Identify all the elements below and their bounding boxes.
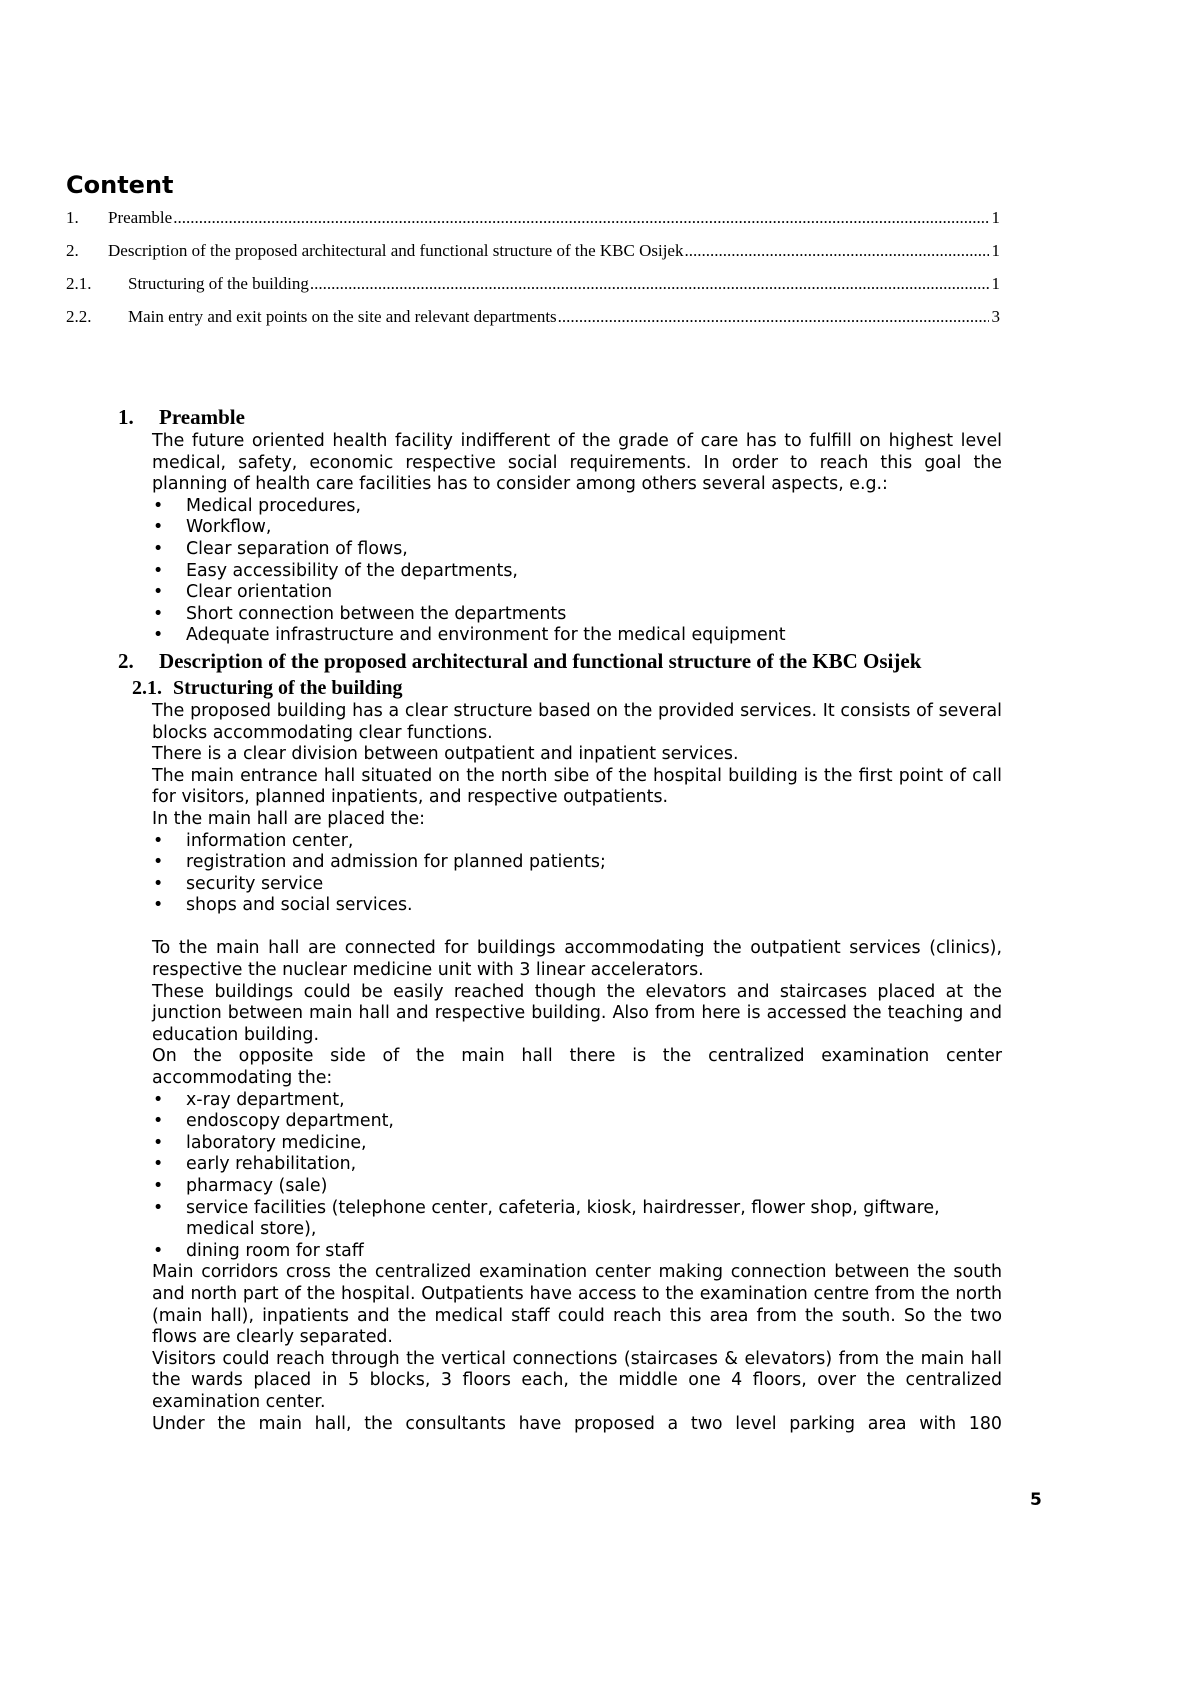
list-item	[153, 830, 1002, 853]
bullet-icon: •	[153, 1176, 164, 1196]
list-item	[153, 1197, 1002, 1241]
bullet-icon: •	[153, 1089, 164, 1110]
list-item-text: Clear orientation	[186, 582, 333, 603]
list-item	[153, 1176, 1002, 1198]
list-item	[153, 560, 1002, 583]
bullet-icon: •	[153, 603, 164, 624]
list-item-text: Workflow,	[186, 517, 272, 538]
toc-entry-number: 2.1.	[66, 274, 92, 293]
toc-entry-title: Description of the proposed architectural and functional structure of the KBC Osijek	[108, 241, 684, 260]
table-of-contents	[66, 203, 1000, 335]
bullet-icon: •	[153, 1154, 164, 1175]
paragraph: In the main hall are placed the:	[152, 808, 426, 829]
bullet-icon: •	[153, 582, 164, 603]
toc-entry-number: 1.	[66, 208, 79, 227]
list-item-text: endoscopy department,	[186, 1111, 394, 1132]
paragraph: The proposed building has a clear structure based on the provided services. It consists of several blocks accommodating clear functions.	[152, 700, 1002, 743]
toc-entry-title: Structuring of the building	[128, 274, 309, 293]
toc-entry[interactable]	[66, 203, 1000, 236]
bullet-icon: •	[153, 1197, 164, 1218]
bullet-list	[0, 831, 1100, 917]
section-number: 2.	[118, 648, 134, 673]
toc-entry-page: 3	[991, 307, 1000, 326]
list-item-text: registration and admission for planned patients;	[186, 852, 606, 873]
section-heading-description	[0, 647, 1100, 675]
toc-title: Content	[66, 171, 174, 199]
paragraph: These buildings could be easily reached though the elevators and staircases placed at the junction between main hall and respective building. Also from here is accessed the teaching and education building.	[152, 981, 1002, 1045]
bullet-icon: •	[153, 852, 164, 873]
paragraph: Main corridors cross the centralized examination center making connection between the south and north part of the hospital. Outpatients have access to the examination centre from the north (main hall), inpatients and the medical staff could reach this area from the south. So the two flows are clearly separated.	[152, 1262, 1002, 1348]
subsection-title: Structuring of the building	[173, 676, 403, 699]
list-item-text: x-ray department,	[186, 1089, 345, 1110]
bullet-list	[0, 496, 1100, 647]
bullet-icon: •	[153, 895, 164, 916]
toc-entry[interactable]	[66, 269, 1000, 302]
list-item	[153, 1111, 1002, 1133]
list-item	[153, 517, 1002, 539]
list-item	[153, 538, 1002, 561]
bullet-icon: •	[153, 538, 164, 559]
toc-entry-page: 1	[991, 274, 1000, 293]
bullet-icon: •	[153, 830, 164, 851]
list-item	[153, 625, 1002, 647]
list-item-text: Easy accessibility of the departments,	[186, 560, 518, 581]
toc-entry-title: Preamble	[108, 208, 173, 227]
list-item	[153, 895, 1002, 917]
list-item-text: laboratory medicine,	[186, 1132, 367, 1153]
toc-entry[interactable]	[66, 236, 1000, 269]
list-item-text: Short connection between the departments	[186, 603, 567, 624]
paragraph: To the main hall are connected for buildings accommodating the outpatient services (clinics), respective the nuclear medicine unit with 3 linear accelerators.	[152, 938, 1002, 981]
toc-dot-leader	[684, 236, 989, 266]
paragraph: Under the main hall, the consultants have proposed a two level parking area with 180	[152, 1413, 1002, 1434]
list-item-text: security service	[186, 873, 324, 894]
bullet-list	[0, 1090, 1100, 1263]
toc-entry[interactable]	[66, 302, 1000, 335]
list-item	[153, 1089, 1002, 1112]
bullet-icon: •	[153, 517, 164, 538]
toc-entry-page: 1	[991, 208, 1000, 227]
bullet-icon: •	[153, 495, 164, 516]
toc-dot-leader	[173, 203, 989, 233]
list-item	[153, 1132, 1002, 1155]
paragraph: The main entrance hall situated on the north sibe of the hospital building is the first point of call for visitors, planned inpatients, and respective outpatients.	[152, 765, 1002, 808]
list-item	[153, 1240, 1002, 1263]
toc-entry-title: Main entry and exit points on the site and relevant departments	[128, 307, 557, 326]
toc-entry-page: 1	[991, 241, 1000, 260]
list-item	[153, 495, 1002, 518]
bullet-icon: •	[153, 873, 164, 894]
bullet-icon: •	[153, 1132, 164, 1153]
subsection-heading-structuring	[0, 675, 1100, 701]
list-item-text: Medical procedures,	[186, 495, 361, 516]
list-item	[153, 603, 1002, 626]
list-item-text: dining room for staff	[186, 1240, 364, 1261]
list-item	[153, 582, 1002, 604]
toc-entry-number: 2.	[66, 241, 79, 260]
bullet-icon: •	[153, 625, 164, 646]
list-item-text: shops and social services.	[186, 895, 413, 916]
subsection-number: 2.1.	[132, 676, 162, 699]
list-item-text: Clear separation of flows,	[186, 538, 408, 559]
list-item	[153, 873, 1002, 896]
bullet-icon: •	[153, 1240, 164, 1261]
section-heading-preamble	[0, 403, 1100, 431]
bullet-icon: •	[153, 560, 164, 581]
list-item	[153, 1154, 1002, 1176]
toc-dot-leader	[558, 302, 989, 332]
section-title: Description of the proposed architectural and functional structure of the KBC Osijek	[159, 648, 922, 673]
list-item-text: Adequate infrastructure and environment for the medical equipment	[186, 625, 786, 646]
list-item-text: service facilities (telephone center, cafeteria, kiosk, hairdresser, flower shop, giftware, medical store),	[186, 1197, 940, 1240]
paragraph: There is a clear division between outpatient and inpatient services.	[152, 744, 739, 765]
list-item-text: pharmacy (sale)	[186, 1176, 328, 1196]
list-item-text: early rehabilitation,	[186, 1154, 357, 1175]
bullet-icon: •	[153, 1111, 164, 1132]
paragraph: The future oriented health facility indifferent of the grade of care has to fulfill on highest level medical, safety, economic respective social requirements. In order to reach this goal the planning of health care facilities has to consider among others several aspects, e.g.:	[152, 431, 1002, 495]
paragraph: On the opposite side of the main hall there is the centralized examination center accommodating the:	[152, 1046, 1002, 1089]
toc-dot-leader	[310, 269, 989, 299]
blank-line	[0, 917, 1100, 939]
list-item-text: information center,	[186, 830, 354, 851]
toc-entry-number: 2.2.	[66, 307, 92, 326]
section-title: Preamble	[159, 405, 245, 429]
list-item	[153, 852, 1002, 874]
paragraph: Visitors could reach through the vertical connections (staircases & elevators) from the main hall the wards placed in 5 blocks, 3 floors each, the middle one 4 floors, over the centralized examination center.	[152, 1348, 1002, 1412]
page-number: 5	[1030, 1490, 1042, 1510]
document-body	[0, 403, 1100, 1435]
section-number: 1.	[118, 405, 134, 429]
